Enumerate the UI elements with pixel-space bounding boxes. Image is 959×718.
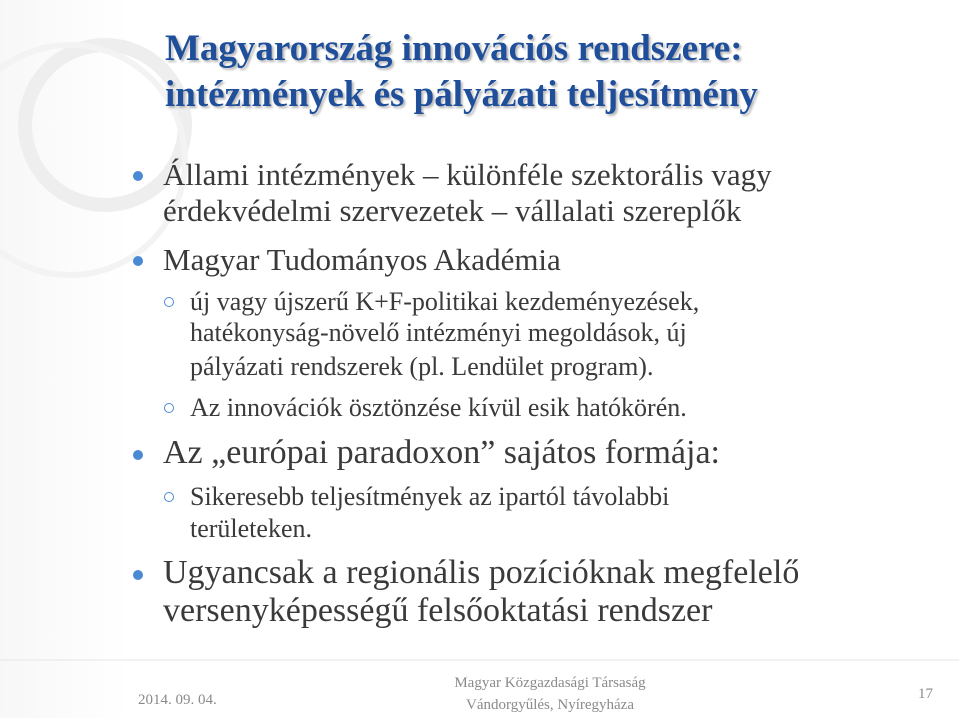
sub-bullet-3-line-1: Sikeresebb teljesítmények az ipartól távolabbi (190, 482, 670, 511)
sub-bullet-1-line-1: új vagy újszerű K+F-politikai kezdeményezések, (190, 287, 700, 316)
sub-bullet-3-line-2: területeken. (190, 514, 312, 543)
sub-bullet-ring-icon (164, 297, 174, 307)
footer-org-line2: Vándorgyűlés, Nyíregyháza (465, 697, 634, 713)
footer-org-line1: Magyar Közgazdasági Társaság (454, 675, 646, 691)
bullet-2-line-1: Magyar Tudományos Akadémia (163, 242, 561, 277)
bullet-4-line-2: versenyképességű felsőoktatási rendszer (163, 592, 713, 629)
bullet-4-line-1: Ugyancsak a regionális pozícióknak megfelelő (163, 554, 800, 591)
sub-bullet-1-line-2: hatékonyság-növelő intézményi megoldások, új (190, 318, 687, 347)
bullet-dot-icon (133, 171, 143, 181)
sub-bullet-ring-icon (164, 492, 174, 502)
bullet-1-line-1: Állami intézmények – különféle szektorális vagy (163, 157, 772, 192)
slide-title-line1: Magyarország innovációs rendszere: (165, 28, 743, 69)
sub-bullet-ring-icon (164, 403, 174, 413)
sub-bullet-1-line-3: pályázati rendszerek (pl. Lendület program). (190, 352, 654, 381)
sub-bullet-2-line-1: Az innovációk ösztönzése kívül esik hatókörén. (190, 393, 687, 422)
bullet-3-line-1: Az „európai paradoxon” sajátos formája: (163, 434, 720, 471)
footer-date: 2014. 09. 04. (138, 692, 217, 708)
bullet-dot-icon (133, 450, 143, 460)
page-number: 17 (918, 686, 933, 702)
bullet-dot-icon (133, 570, 143, 580)
bullet-dot-icon (133, 256, 143, 266)
slide-title-line2: intézmények és pályázati teljesítmény (165, 74, 758, 115)
bullet-1-line-2: érdekvédelmi szervezetek – vállalati szereplők (163, 193, 742, 228)
